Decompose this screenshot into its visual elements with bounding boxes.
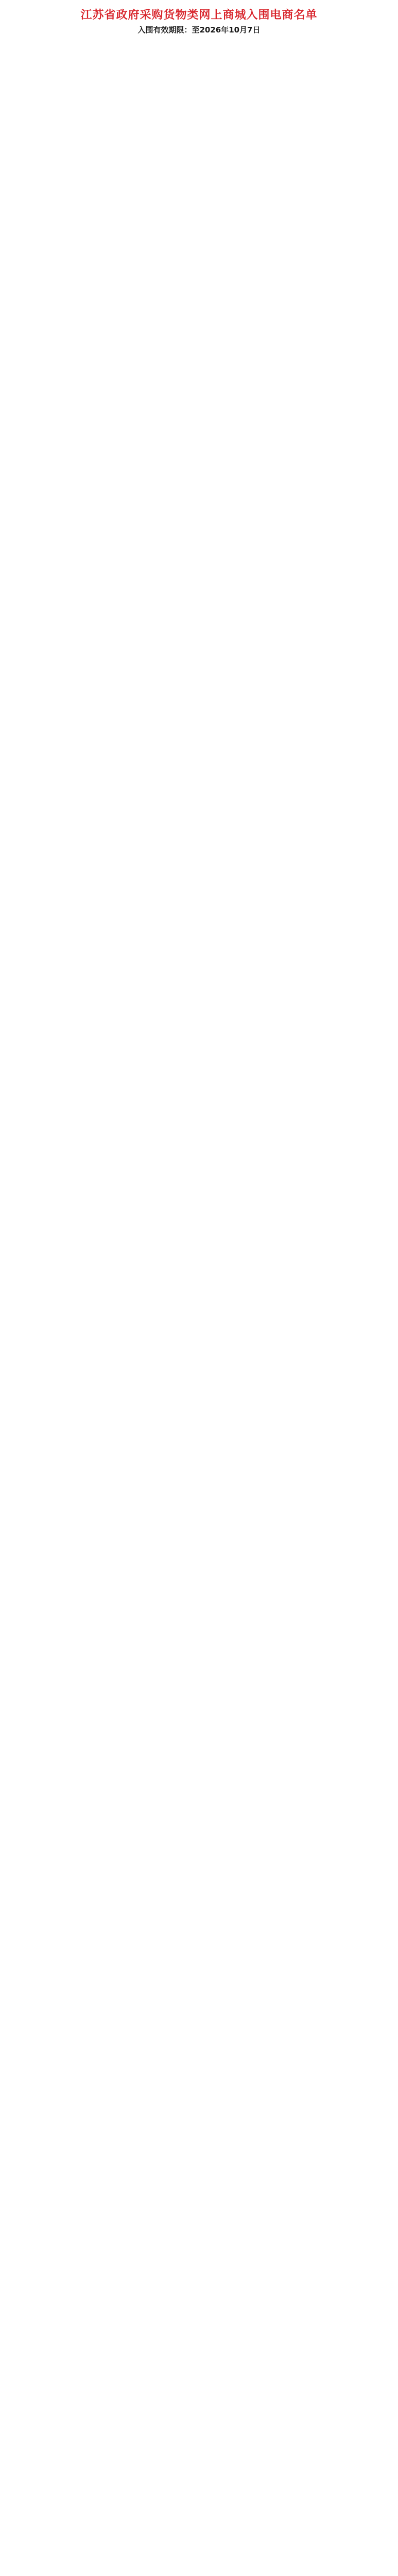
document-page (0, 0, 398, 46)
validity-period: 入围有效期限：至2026年10月7日 (137, 25, 261, 35)
document-title: 江苏省政府采购货物类网上商城入围电商名单 (80, 9, 318, 22)
